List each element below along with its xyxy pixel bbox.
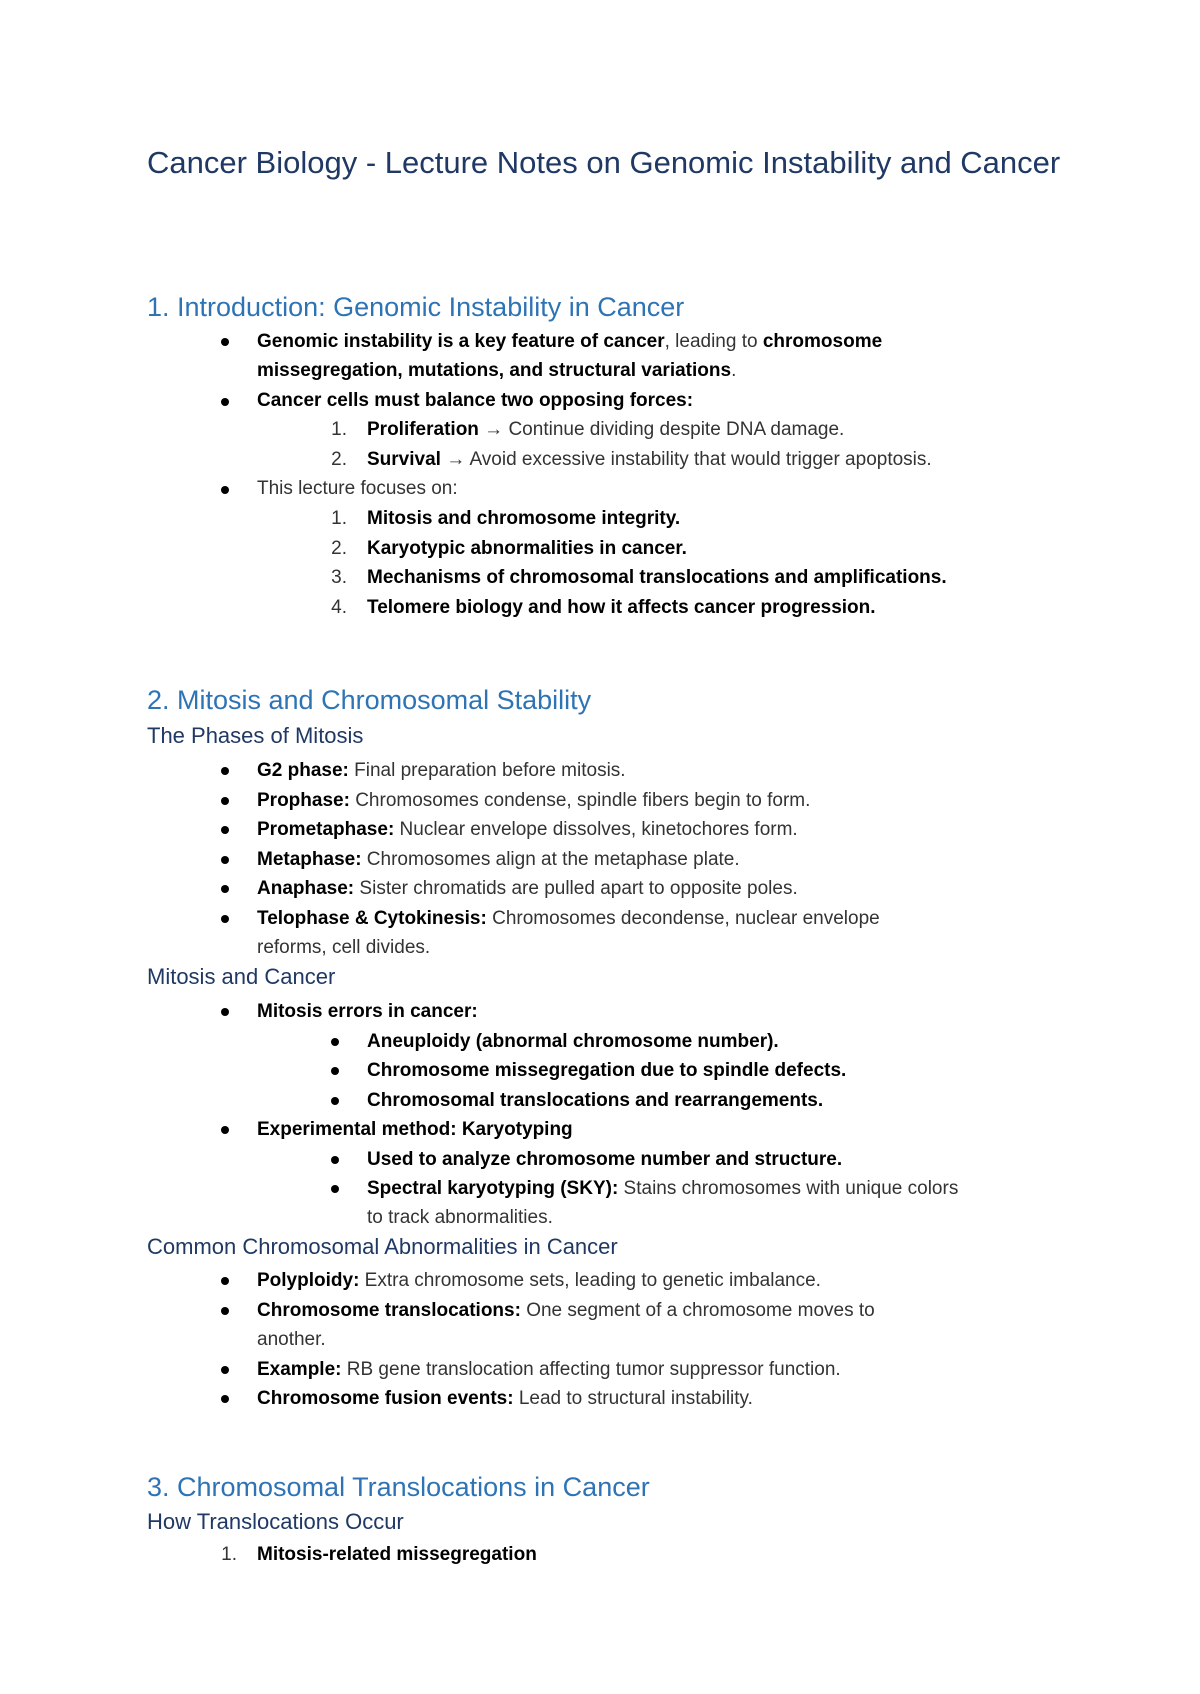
- bullet: [331, 1067, 339, 1075]
- bullet: [221, 856, 229, 864]
- bold-text: G2 phase:: [257, 760, 349, 781]
- phase-item: [257, 905, 880, 933]
- force-item: [367, 416, 844, 444]
- plain-text: Extra chromosome sets, leading to genetic imbalance.: [359, 1270, 821, 1291]
- bullet: [221, 1395, 229, 1403]
- bold-text: Spectral karyotyping (SKY):: [367, 1178, 619, 1199]
- list-number: 1.: [331, 419, 347, 440]
- error-item: [367, 1028, 779, 1056]
- section-3-heading: 3. Chromosomal Translocations in Cancer: [147, 1472, 650, 1502]
- plain-text: → Avoid excessive instability that would trigger apoptosis.: [440, 449, 932, 470]
- bold-text: Mechanisms of chromosomal translocations and amplifications.: [367, 567, 947, 588]
- list-number: 3.: [331, 567, 347, 588]
- phase-item: [257, 757, 626, 785]
- plain-text: → Continue dividing despite DNA damage.: [478, 419, 845, 440]
- plain-text: Sister chromatids are pulled apart to opposite poles.: [354, 878, 798, 899]
- plain-text: RB gene translocation affecting tumor suppressor function.: [341, 1359, 841, 1380]
- bold-text: chromosome: [762, 331, 883, 352]
- bold-text: Example:: [257, 1359, 342, 1380]
- bold-text: Anaphase:: [257, 878, 355, 899]
- bold-text: Chromosome missegregation due to spindle defects.: [367, 1060, 847, 1081]
- phase-item-wrap: reforms, cell divides.: [257, 937, 431, 958]
- bold-text: Survival: [367, 449, 441, 470]
- plain-text: Final preparation before mitosis.: [348, 760, 626, 781]
- bold-text: Telomere biology and how it affects cancer progression.: [367, 597, 876, 618]
- bullet: [331, 1097, 339, 1105]
- bullet: [221, 1008, 229, 1016]
- method-heading: [257, 1116, 573, 1144]
- bullet: [331, 1185, 339, 1193]
- bullet: [331, 1156, 339, 1164]
- bullet: [221, 826, 229, 834]
- subheading-translocations: How Translocations Occur: [147, 1509, 404, 1534]
- focus-item: [367, 594, 876, 622]
- focus-item: [367, 505, 680, 533]
- bold-text: Prophase:: [257, 790, 350, 811]
- bold-text: Polyploidy:: [257, 1270, 360, 1291]
- plain-text: Chromosomes align at the metaphase plate.: [361, 849, 740, 870]
- list-number: 2.: [331, 538, 347, 559]
- list-number: 1.: [331, 508, 347, 529]
- intro-bullet-1-wrap: [257, 357, 736, 385]
- abnormality-item-wrap: another.: [257, 1329, 326, 1350]
- bullet: [331, 1038, 339, 1046]
- bold-text: Mitosis-related missegregation: [257, 1544, 537, 1565]
- bullet: [221, 885, 229, 893]
- error-item: [367, 1087, 823, 1115]
- bullet: [221, 1277, 229, 1285]
- subheading-abnormalities: Common Chromosomal Abnormalities in Cancer: [147, 1234, 618, 1259]
- bold-text: Cancer cells must balance two opposing forces:: [257, 390, 694, 411]
- list-number: 4.: [331, 597, 347, 618]
- abnormality-item: [257, 1267, 821, 1295]
- intro-bullet-1: [257, 328, 882, 356]
- bullet: [221, 398, 229, 406]
- bold-text: Aneuploidy (abnormal chromosome number).: [367, 1031, 779, 1052]
- bold-text: Prometaphase:: [257, 819, 395, 840]
- intro-bullet-3: This lecture focuses on:: [257, 478, 458, 499]
- phase-item: [257, 816, 798, 844]
- bold-text: Proliferation: [367, 419, 479, 440]
- bold-text: Genomic instability is a key feature of cancer: [257, 331, 665, 352]
- method-item-wrap: to track abnormalities.: [367, 1207, 553, 1228]
- abnormality-item: [257, 1356, 841, 1384]
- bold-text: Chromosomal translocations and rearrangements.: [367, 1090, 824, 1111]
- plain-text: Chromosomes condense, spindle fibers begin to form.: [349, 790, 811, 811]
- subheading-phases: The Phases of Mitosis: [147, 723, 364, 748]
- error-item: [367, 1057, 846, 1085]
- section-1-heading: 1. Introduction: Genomic Instability in Cancer: [147, 292, 685, 322]
- list-number: 2.: [331, 449, 347, 470]
- plain-text: One segment of a chromosome moves to: [520, 1300, 875, 1321]
- bold-text: Telophase & Cytokinesis:: [257, 908, 487, 929]
- bold-text: Experimental method: Karyotyping: [257, 1119, 573, 1140]
- list-number: 1.: [221, 1544, 237, 1565]
- plain-text: , leading to: [664, 331, 763, 352]
- bold-text: Mitosis and chromosome integrity.: [367, 508, 681, 529]
- phase-item: [257, 875, 798, 903]
- bullet: [221, 1307, 229, 1315]
- bold-text: Karyotypic abnormalities in cancer.: [367, 538, 687, 559]
- plain-text: Nuclear envelope dissolves, kinetochores form.: [394, 819, 798, 840]
- abnormality-item: [257, 1297, 875, 1325]
- bold-text: Metaphase:: [257, 849, 362, 870]
- plain-text: Stains chromosomes with unique colors: [618, 1178, 959, 1199]
- intro-bullet-2: [257, 387, 693, 415]
- method-item: [367, 1146, 842, 1174]
- section-2-heading: 2. Mitosis and Chromosomal Stability: [147, 685, 592, 715]
- phase-item: [257, 846, 740, 874]
- bold-text: Used to analyze chromosome number and structure.: [367, 1149, 843, 1170]
- bullet: [221, 915, 229, 923]
- force-item: [367, 446, 932, 474]
- method-item: [367, 1175, 958, 1203]
- bold-text: Chromosome translocations:: [257, 1300, 521, 1321]
- bullet: [221, 1126, 229, 1134]
- bullet: [221, 797, 229, 805]
- plain-text: .: [731, 360, 737, 381]
- focus-item: [367, 564, 947, 592]
- bullet: [221, 767, 229, 775]
- bold-text: Chromosome fusion events:: [257, 1388, 514, 1409]
- errors-heading: [257, 998, 478, 1026]
- plain-text: Lead to structural instability.: [513, 1388, 753, 1409]
- phase-item: [257, 787, 810, 815]
- translocation-item: [257, 1541, 537, 1569]
- focus-item: [367, 535, 687, 563]
- subheading-mitosis-cancer: Mitosis and Cancer: [147, 964, 336, 989]
- bold-text: Mitosis errors in cancer:: [257, 1001, 478, 1022]
- bullet: [221, 1366, 229, 1374]
- bullet: [221, 486, 229, 494]
- bold-text: missegregation, mutations, and structural variations: [257, 360, 732, 381]
- bullet: [221, 338, 229, 346]
- abnormality-item: [257, 1385, 753, 1413]
- plain-text: Chromosomes decondense, nuclear envelope: [486, 908, 880, 929]
- document-title: Cancer Biology - Lecture Notes on Genomic Instability and Cancer: [147, 145, 1061, 180]
